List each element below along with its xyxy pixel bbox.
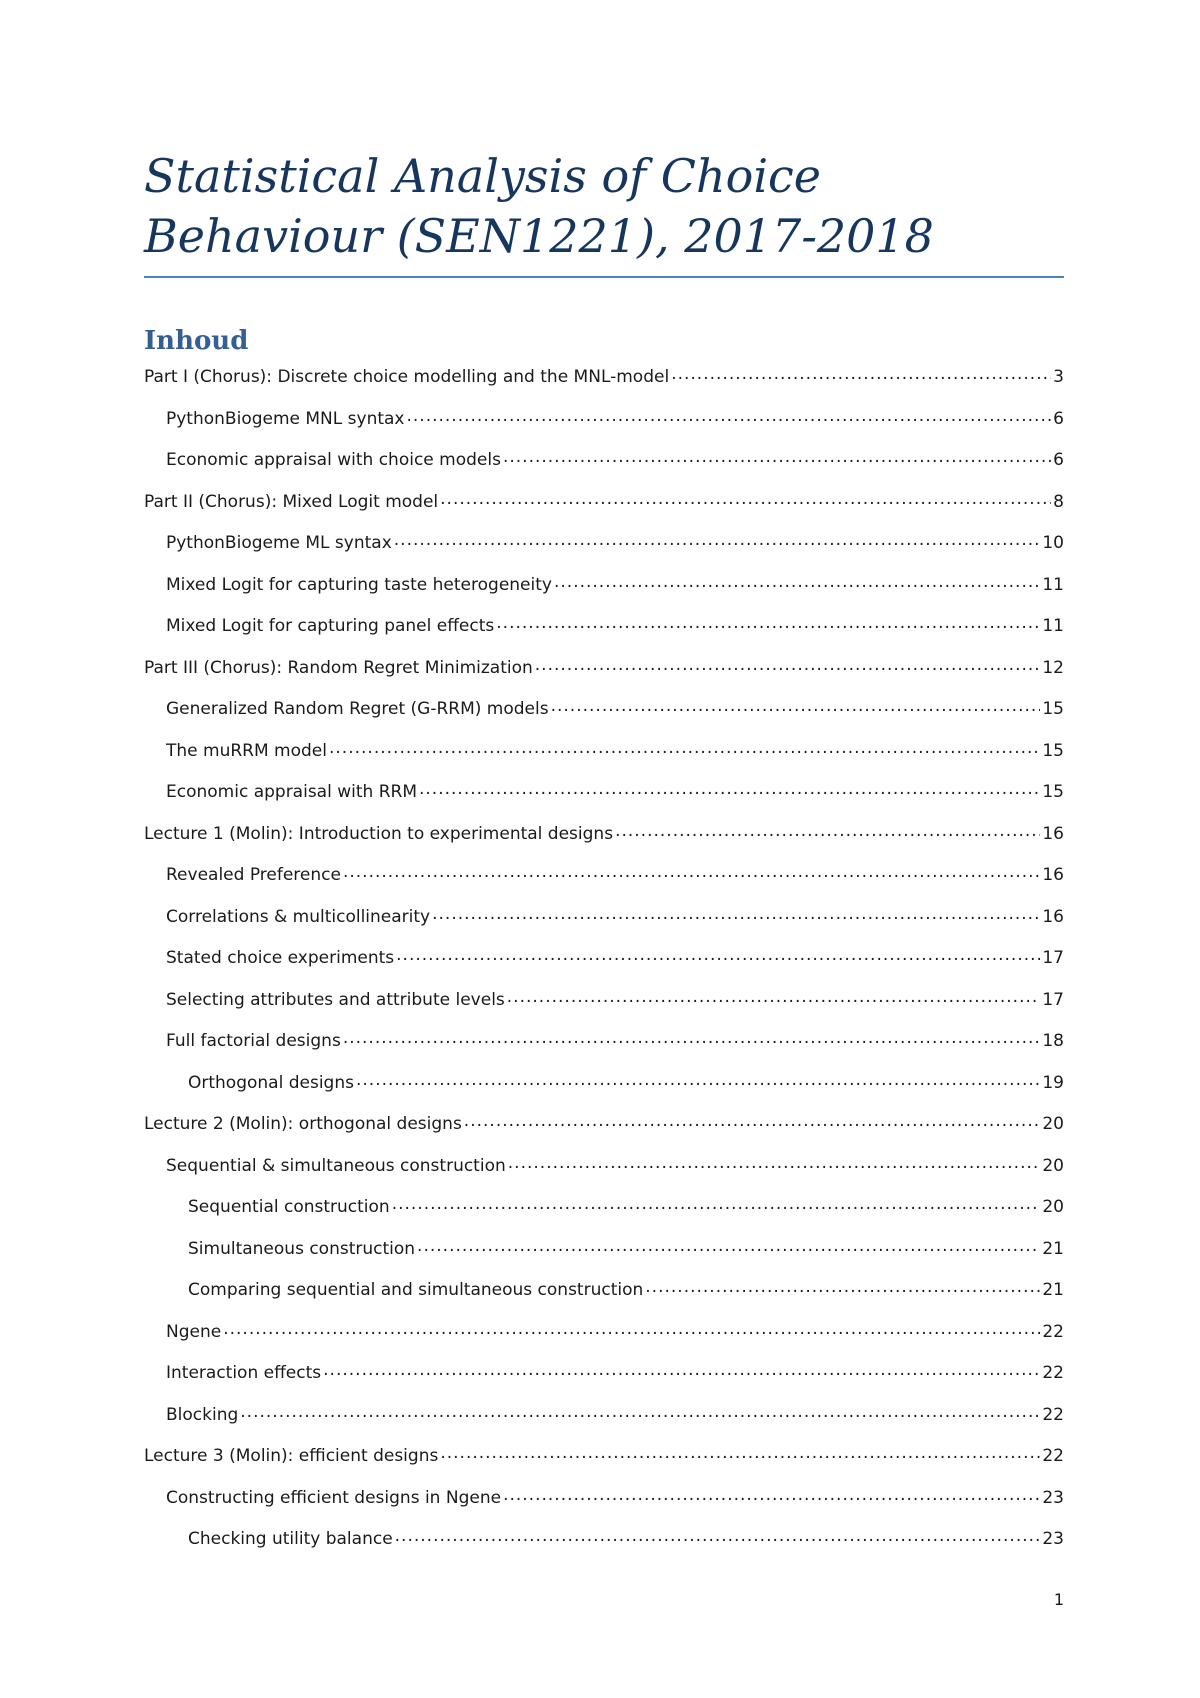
toc-dot-leader	[440, 1444, 1040, 1461]
toc-dot-leader	[323, 1361, 1040, 1378]
toc-entry-page[interactable]: 18	[1042, 1031, 1064, 1051]
toc-entry-label[interactable]: Selecting attributes and attribute levels	[166, 989, 505, 1010]
toc-dot-leader	[671, 365, 1051, 382]
toc-entry[interactable]	[144, 1527, 1064, 1569]
toc-entry[interactable]	[144, 614, 1064, 656]
toc-entry-label[interactable]: Lecture 2 (Molin): orthogonal designs	[144, 1114, 462, 1134]
toc-entry[interactable]	[144, 531, 1064, 573]
toc-dot-leader	[343, 863, 1040, 880]
toc-entry-label[interactable]: Sequential construction	[188, 1197, 390, 1217]
toc-dot-leader	[507, 988, 1041, 1005]
toc-entry-label[interactable]: Mixed Logit for capturing taste heterogeneity	[166, 574, 552, 595]
toc-dot-leader	[432, 905, 1040, 922]
toc-entry-page[interactable]: 11	[1042, 574, 1064, 595]
toc-entry[interactable]	[144, 1361, 1064, 1403]
toc-heading: Inhoud	[144, 326, 249, 356]
toc-entry-label[interactable]: PythonBiogeme MNL syntax	[166, 408, 405, 429]
toc-entry[interactable]	[144, 822, 1064, 864]
toc-dot-leader	[615, 822, 1040, 839]
toc-dot-leader	[551, 697, 1041, 714]
toc-entry-page[interactable]: 11	[1042, 616, 1064, 636]
toc-entry[interactable]	[144, 697, 1064, 739]
toc-entry-label[interactable]: Mixed Logit for capturing panel effects	[166, 616, 495, 636]
toc-entry-page[interactable]: 12	[1042, 657, 1064, 678]
toc-entry[interactable]	[144, 905, 1064, 947]
toc-entry[interactable]	[144, 988, 1064, 1030]
toc-entry-page[interactable]: 15	[1042, 699, 1064, 719]
toc-dot-leader	[329, 739, 1040, 756]
toc-entry[interactable]	[144, 1112, 1064, 1154]
toc-entry[interactable]	[144, 863, 1064, 905]
toc-entry[interactable]	[144, 448, 1064, 490]
toc-dot-leader	[392, 1195, 1041, 1212]
toc-entry-label[interactable]: Sequential & simultaneous construction	[166, 1155, 506, 1176]
toc-dot-leader	[503, 448, 1051, 465]
toc-dot-leader	[395, 1527, 1041, 1544]
toc-entry[interactable]	[144, 1320, 1064, 1362]
toc-entry-label[interactable]: Part II (Chorus): Mixed Logit model	[144, 491, 439, 512]
toc-dot-leader	[406, 407, 1051, 424]
toc-entry-label[interactable]: The muRRM model	[166, 740, 327, 761]
toc-entry[interactable]	[144, 946, 1064, 988]
toc-entry[interactable]	[144, 1403, 1064, 1445]
toc-entry-label[interactable]: Generalized Random Regret (G-RRM) models	[166, 699, 549, 719]
toc-entry[interactable]	[144, 1278, 1064, 1320]
toc-entry-page[interactable]: 20	[1042, 1197, 1064, 1217]
toc-entry-page[interactable]: 15	[1042, 782, 1064, 802]
toc-entry[interactable]	[144, 1154, 1064, 1196]
toc-entry-page[interactable]: 21	[1042, 1238, 1064, 1259]
page-number: 1	[1053, 1590, 1064, 1609]
toc-entry-page[interactable]: 8	[1053, 491, 1064, 512]
title-divider	[144, 276, 1064, 278]
toc-entry-label[interactable]: Part I (Chorus): Discrete choice modelling and the MNL-model	[144, 367, 670, 387]
toc-entry-page[interactable]: 16	[1042, 865, 1064, 885]
toc-entry-page[interactable]: 20	[1042, 1155, 1064, 1176]
toc-entry-page[interactable]: 22	[1042, 1404, 1064, 1425]
toc-entry-label[interactable]: Economic appraisal with RRM	[166, 782, 417, 802]
toc-entry[interactable]	[144, 365, 1064, 407]
toc-entry-label[interactable]: Full factorial designs	[166, 1031, 341, 1051]
toc-entry[interactable]	[144, 739, 1064, 781]
toc-entry-label[interactable]: Interaction effects	[166, 1363, 322, 1383]
toc-entry-page[interactable]: 22	[1042, 1363, 1064, 1383]
toc-dot-leader	[554, 573, 1040, 590]
toc-dot-leader	[508, 1154, 1041, 1171]
toc-dot-leader	[396, 946, 1040, 963]
toc-entry-label[interactable]: Correlations & multicollinearity	[166, 906, 431, 927]
toc-dot-leader	[440, 490, 1051, 507]
toc-entry[interactable]	[144, 780, 1064, 822]
toc-entry-label[interactable]: Ngene	[166, 1321, 222, 1342]
toc-dot-leader	[417, 1237, 1040, 1254]
toc-entry[interactable]	[144, 1029, 1064, 1071]
toc-entry-page[interactable]: 22	[1042, 1446, 1064, 1466]
toc-dot-leader	[394, 531, 1041, 548]
toc-entry-page[interactable]: 6	[1053, 408, 1064, 429]
toc-entry-page[interactable]: 17	[1042, 948, 1064, 968]
toc-dot-leader	[535, 656, 1041, 673]
toc-dot-leader	[503, 1486, 1040, 1503]
toc-entry-page[interactable]: 6	[1053, 450, 1064, 470]
toc-entry-label[interactable]: Lecture 1 (Molin): Introduction to experimental designs	[144, 823, 614, 844]
toc-entry-label[interactable]: Checking utility balance	[188, 1529, 393, 1549]
toc-entry[interactable]	[144, 1195, 1064, 1237]
toc-entry[interactable]	[144, 1071, 1064, 1113]
toc-dot-leader	[343, 1029, 1041, 1046]
toc-entry-label[interactable]: PythonBiogeme ML syntax	[166, 533, 392, 553]
toc-entry-label[interactable]: Lecture 3 (Molin): efficient designs	[144, 1446, 439, 1466]
toc-entry-page[interactable]: 15	[1042, 740, 1064, 761]
toc-entry-page[interactable]: 21	[1042, 1280, 1064, 1300]
toc-entry-page[interactable]: 23	[1042, 1529, 1064, 1549]
document-title: Statistical Analysis of Choice Behaviour (SEN1221), 2017-2018	[144, 149, 934, 263]
toc-entry-label[interactable]: Constructing efficient designs in Ngene	[166, 1487, 502, 1508]
toc-entry-page[interactable]: 16	[1042, 906, 1064, 927]
toc-entry-page[interactable]: 22	[1042, 1321, 1064, 1342]
toc-entry-page[interactable]: 20	[1042, 1114, 1064, 1134]
toc-entry[interactable]	[144, 1237, 1064, 1279]
toc-dot-leader	[356, 1071, 1040, 1088]
toc-dot-leader	[464, 1112, 1041, 1129]
toc-dot-leader	[496, 614, 1040, 631]
toc-entry[interactable]	[144, 573, 1064, 615]
toc-entry-page[interactable]: 17	[1042, 989, 1064, 1010]
toc-entry[interactable]	[144, 490, 1064, 532]
toc-entry-label[interactable]: Stated choice experiments	[166, 948, 395, 968]
toc-entry-page[interactable]: 10	[1042, 533, 1064, 553]
toc-entry-label[interactable]: Comparing sequential and simultaneous construction	[188, 1280, 644, 1300]
toc-entry-page[interactable]: 19	[1042, 1072, 1064, 1093]
toc-entry-label[interactable]: Blocking	[166, 1404, 239, 1425]
toc-entry-label[interactable]: Part III (Chorus): Random Regret Minimization	[144, 657, 533, 678]
toc-entry-label[interactable]: Economic appraisal with choice models	[166, 450, 501, 470]
toc-dot-leader	[223, 1320, 1040, 1337]
toc-entry-page[interactable]: 23	[1042, 1487, 1064, 1508]
toc-entry[interactable]	[144, 407, 1064, 449]
table-of-contents	[144, 365, 1064, 1569]
toc-dot-leader	[645, 1278, 1040, 1295]
toc-entry[interactable]	[144, 656, 1064, 698]
toc-entry-label[interactable]: Orthogonal designs	[188, 1072, 354, 1093]
toc-dot-leader	[240, 1403, 1040, 1420]
toc-entry-page[interactable]: 16	[1042, 823, 1064, 844]
toc-entry[interactable]	[144, 1444, 1064, 1486]
toc-entry-label[interactable]: Revealed Preference	[166, 865, 341, 885]
toc-dot-leader	[419, 780, 1040, 797]
toc-entry[interactable]	[144, 1486, 1064, 1528]
toc-entry-label[interactable]: Simultaneous construction	[188, 1238, 416, 1259]
toc-entry-page[interactable]: 3	[1053, 367, 1064, 387]
